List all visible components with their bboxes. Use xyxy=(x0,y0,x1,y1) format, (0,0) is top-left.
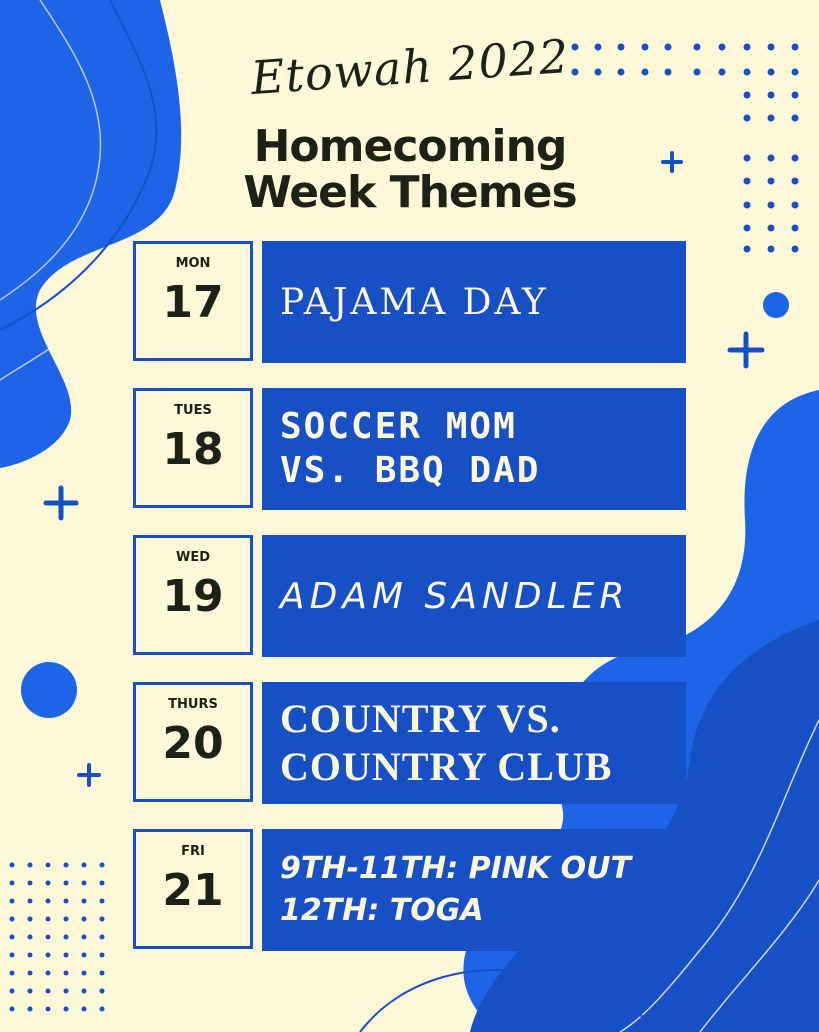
day-box-mon xyxy=(133,241,253,361)
title-line-1: Homecoming xyxy=(253,121,567,172)
theme-line: PAJAMA DAY xyxy=(280,281,549,323)
day-date: 21 xyxy=(162,865,224,916)
theme-line: 9TH-11TH: PINK OUT xyxy=(280,851,631,886)
day-date: 19 xyxy=(162,571,224,622)
day-box-fri xyxy=(133,829,253,949)
day-box-thurs xyxy=(133,682,253,802)
circle-dot xyxy=(763,292,789,318)
theme-wed xyxy=(262,535,686,657)
plus-icon xyxy=(46,488,76,518)
page-title xyxy=(160,121,660,218)
theme-line: VS. BBQ DAD xyxy=(280,450,541,491)
theme-line: ADAM SANDLER xyxy=(280,575,630,617)
theme-tues xyxy=(262,388,686,510)
theme-line: 12TH: TOGA xyxy=(280,893,484,928)
day-name: THURS xyxy=(168,697,218,712)
plus-icon xyxy=(663,153,681,171)
title-line-2: Week Themes xyxy=(243,167,577,218)
day-name: MON xyxy=(175,256,211,271)
day-date: 18 xyxy=(162,424,224,475)
day-box-wed xyxy=(133,535,253,655)
day-box-tues xyxy=(133,388,253,508)
theme-line: COUNTRY CLUB xyxy=(280,744,613,789)
plus-icon xyxy=(79,765,99,785)
day-name: TUES xyxy=(174,403,212,418)
circle-dot xyxy=(21,662,77,718)
dot-grid-bottom-left xyxy=(10,863,105,1012)
day-name: FRI xyxy=(181,844,205,859)
script-title: Etowah 2022 xyxy=(249,28,571,106)
plus-icon xyxy=(730,334,762,366)
theme-line: COUNTRY VS. xyxy=(280,696,561,741)
theme-line: SOCCER MOM xyxy=(280,406,517,447)
day-date: 20 xyxy=(162,718,224,769)
day-name: WED xyxy=(175,550,210,565)
theme-fri xyxy=(262,829,686,951)
theme-mon xyxy=(262,241,686,363)
day-date: 17 xyxy=(162,277,224,328)
theme-thurs xyxy=(262,682,686,804)
